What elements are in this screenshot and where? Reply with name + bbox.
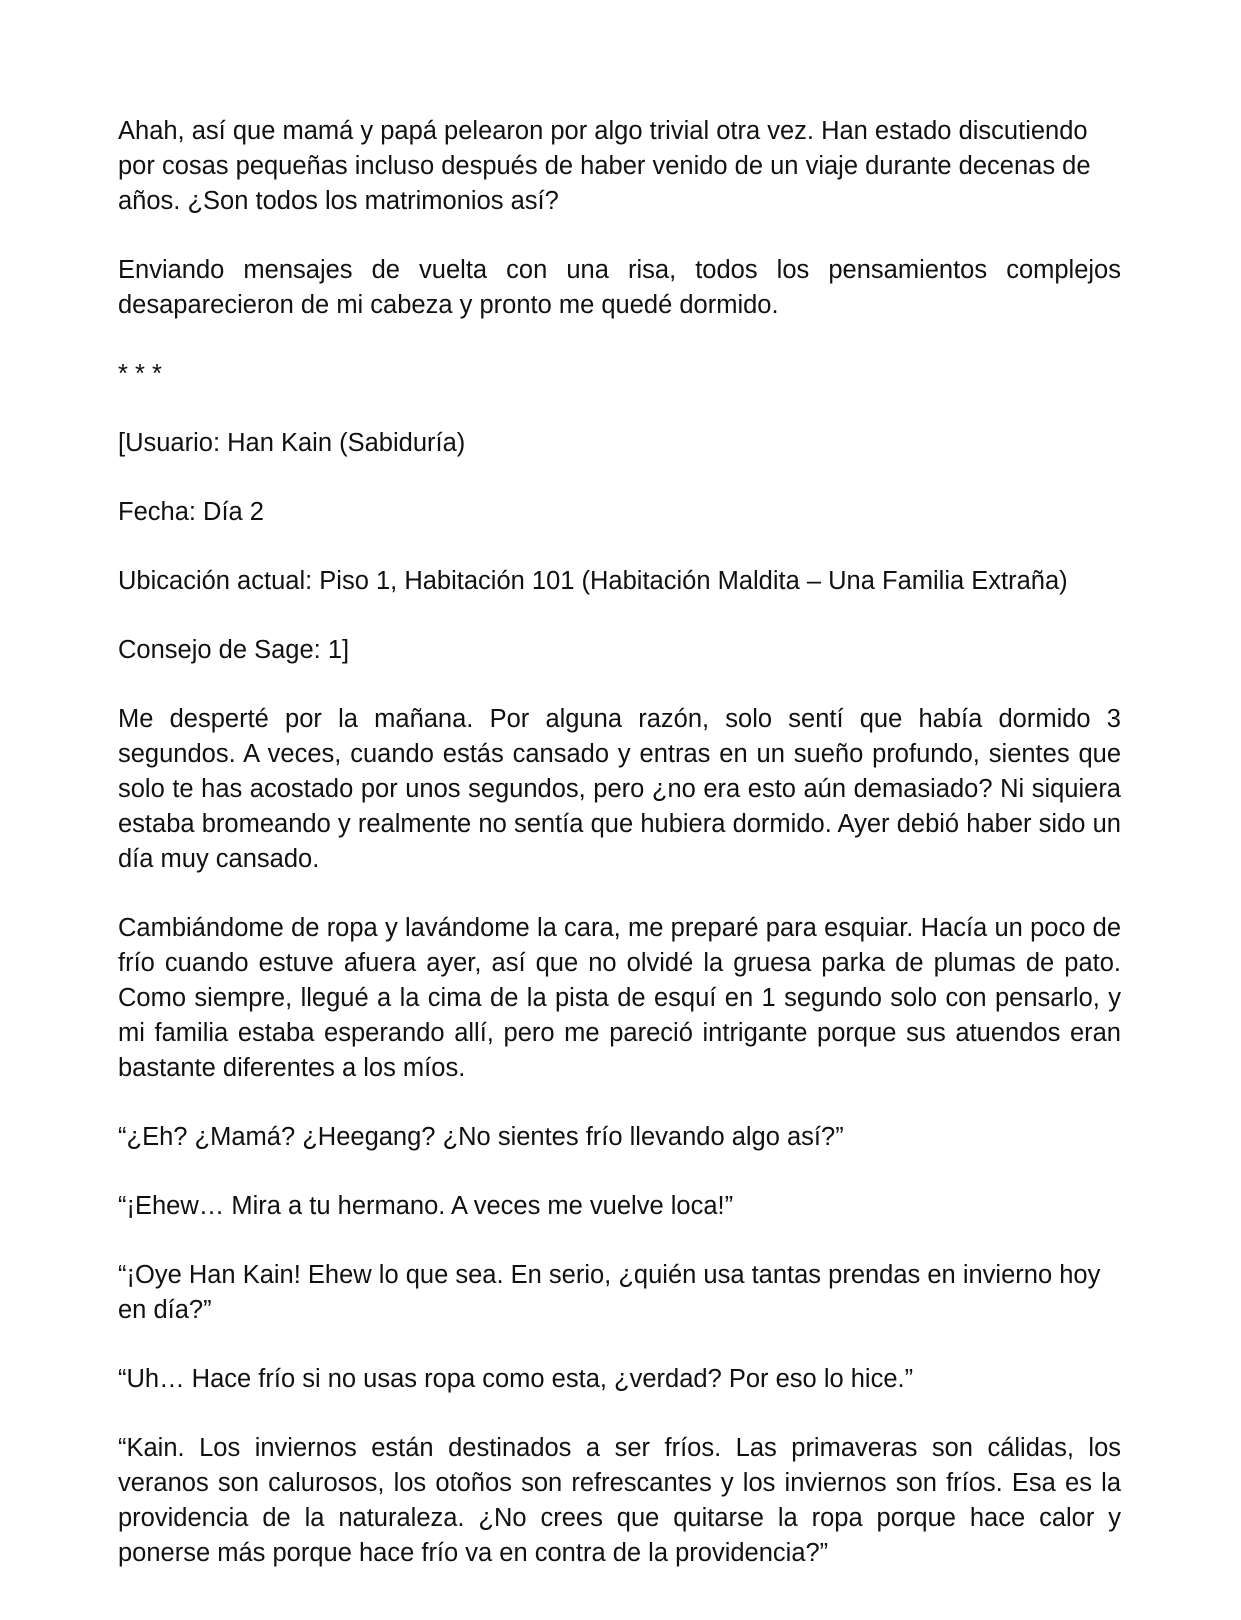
status-location: Ubicación actual: Piso 1, Habitación 101 (Habitación Maldita – Una Familia Extraña) [118,567,1068,595]
status-user: [Usuario: Han Kain (Sabiduría) [118,429,466,457]
scene-separator: * * * [118,360,162,388]
paragraph-waking: Me desperté por la mañana. Por alguna razón, solo sentí que había dormido 3 segundos. A veces, cuando estás cansado y entras en un sueño profundo, sientes que solo te has acostado por unos segundos, pero ¿no era esto aún demasiado? Ni siquiera estaba bromeando y realmente no sentía que hubiera dormido. Ayer debió haber sido un día muy cansado. [118,705,1121,873]
document-page [118,114,1121,1605]
paragraph-skiing: Cambiándome de ropa y lavándome la cara, me preparé para esquiar. Hacía un poco de frío cuando estuve afuera ayer, así que no olvidé la gruesa parka de plumas de pato. Como siempre, llegué a la cima de la pista de esquí en 1 segundo solo con pensarlo, y mi familia estaba esperando allí, pero me pareció intrigante porque sus atuendos eran bastante diferentes a los míos. [118,914,1121,1082]
dialogue-line: “Kain. Los inviernos están destinados a ser fríos. Las primaveras son cálidas, los veranos son calurosos, los otoños son refrescantes y los inviernos son fríos. Esa es la providencia de la naturaleza. ¿No crees que quitarse la ropa porque hace calor y ponerse más porque hace frío va en contra de la providencia?” [118,1434,1121,1567]
paragraph-intro: Ahah, así que mamá y papá pelearon por algo trivial otra vez. Han estado discutiendo por cosas pequeñas incluso después de haber venido de un viaje durante decenas de años. ¿Son todos los matrimonios así? [118,117,1091,215]
dialogue-line: “¿Eh? ¿Mamá? ¿Heegang? ¿No sientes frío llevando algo así?” [118,1123,844,1151]
dialogue-line: “¡Oye Han Kain! Ehew lo que sea. En serio, ¿quién usa tantas prendas en invierno hoy en día?” [118,1261,1101,1324]
dialogue-line: “Uh… Hace frío si no usas ropa como esta, ¿verdad? Por eso lo hice.” [118,1365,914,1393]
status-advice: Consejo de Sage: 1] [118,636,350,664]
dialogue-line: “¡Ehew… Mira a tu hermano. A veces me vuelve loca!” [118,1192,734,1220]
paragraph-messages: Enviando mensajes de vuelta con una risa, todos los pensamientos complejos desaparecieron de mi cabeza y pronto me quedé dormido. [118,256,1121,319]
status-date: Fecha: Día 2 [118,498,264,526]
